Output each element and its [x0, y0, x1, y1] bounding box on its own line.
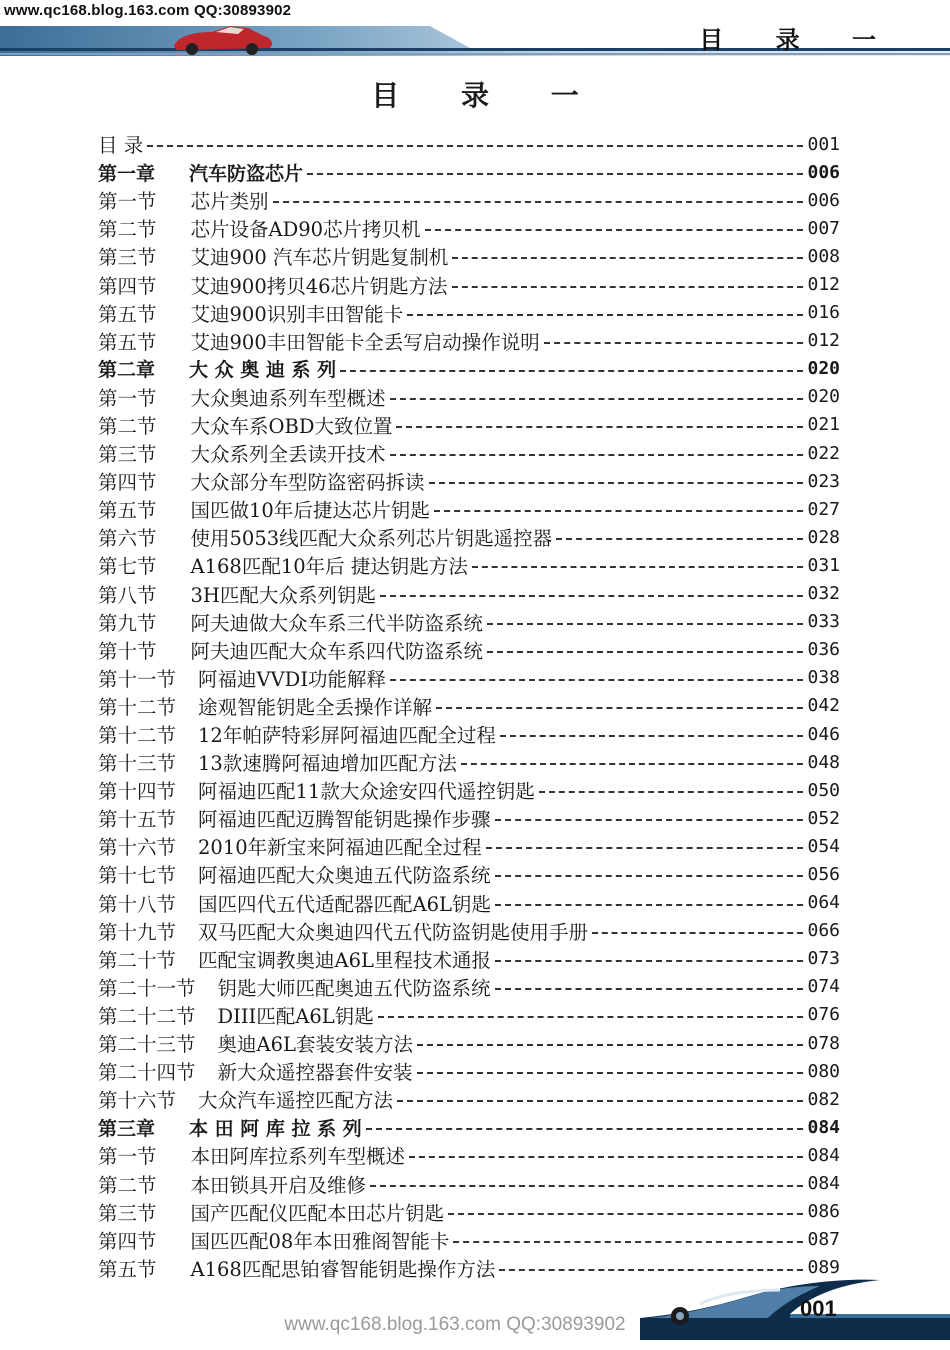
- toc-page-number: 012: [807, 330, 840, 352]
- toc-title: 国匹做10年后捷达芯片钥匙: [190, 499, 430, 523]
- toc-leader-dashes: [396, 426, 803, 428]
- toc-page-number: 076: [807, 1004, 840, 1026]
- toc-title: 大众部分车型防盗密码拆读: [190, 471, 425, 495]
- toc-page-number: 074: [807, 976, 840, 998]
- toc-chapter-row: [98, 1113, 840, 1141]
- toc-title: 大 众 奥 迪 系 列: [189, 359, 337, 382]
- toc-label: 第一章: [98, 162, 156, 185]
- toc-leader-dashes: [495, 819, 804, 821]
- toc-title: 匹配宝调教奥迪A6L里程技术通报: [198, 948, 491, 972]
- toc-page-number: 036: [807, 639, 840, 661]
- toc-row: [98, 327, 840, 355]
- toc-page-number: 020: [807, 386, 840, 408]
- toc-row: [98, 523, 840, 551]
- toc-label: 第二十四节: [98, 1061, 196, 1085]
- toc-label: 第七节: [98, 555, 157, 579]
- toc-label: 第二十三节: [98, 1033, 196, 1057]
- toc-title: 本田锁具开启及维修: [190, 1173, 367, 1197]
- toc-row: [98, 860, 840, 888]
- toc-row: [98, 214, 840, 242]
- toc-leader-dashes: [307, 173, 803, 175]
- toc-row: [98, 186, 840, 214]
- toc-page-number: 064: [807, 892, 840, 914]
- toc-label: 第十七节: [98, 864, 177, 888]
- toc-label: 第十四节: [98, 780, 177, 804]
- toc-leader-dashes: [417, 1072, 804, 1074]
- toc-leader-dashes: [407, 314, 803, 316]
- toc-label: 第一节: [98, 190, 157, 214]
- toc-row: [98, 242, 840, 270]
- toc-label: 第十节: [98, 639, 157, 663]
- toc-leader-dashes: [390, 679, 803, 681]
- bottom-watermark: www.qc168.blog.163.com QQ:30893902: [284, 1314, 626, 1335]
- toc-row: [98, 889, 840, 917]
- toc-label: 第五节: [98, 330, 157, 354]
- toc-row: [98, 1169, 840, 1197]
- toc-label: 第二节: [98, 1173, 157, 1197]
- toc-chapter-row: [98, 355, 840, 383]
- toc-leader-dashes: [495, 988, 804, 990]
- toc-label: 第三章: [98, 1117, 156, 1140]
- toc-title: 12年帕萨特彩屏阿福迪匹配全过程: [198, 724, 496, 748]
- toc-title: 国匹四代五代适配器匹配A6L钥匙: [198, 892, 491, 916]
- toc-page-number: 084: [807, 1116, 840, 1138]
- toc-row: [98, 551, 840, 579]
- toc-label: 第二十节: [98, 948, 177, 972]
- toc-leader-dashes: [487, 623, 803, 625]
- toc-title: 3H匹配大众系列钥匙: [190, 583, 376, 607]
- toc-leader-dashes: [556, 538, 803, 540]
- toc-row: [98, 495, 840, 523]
- toc-leader-dashes: [436, 707, 803, 709]
- toc-page-number: 054: [807, 835, 840, 857]
- toc-page-number: 087: [807, 1229, 840, 1251]
- toc-page-number: 023: [807, 470, 840, 492]
- toc-leader-dashes: [417, 1044, 804, 1046]
- toc-page-number: 021: [807, 414, 840, 436]
- toc-title: 大众奥迪系列车型概述: [190, 386, 386, 410]
- toc-leader-dashes: [366, 1128, 804, 1130]
- toc-page-number: 033: [807, 611, 840, 633]
- toc-row: [98, 608, 840, 636]
- toc-leader-dashes: [452, 257, 803, 259]
- toc-title: 艾迪900识别丰田智能卡: [190, 302, 404, 326]
- toc-title: 奥迪A6L套装安装方法: [217, 1033, 413, 1057]
- page-number: 001: [800, 1296, 837, 1321]
- toc-page-number: 022: [807, 442, 840, 464]
- toc-leader-dashes: [539, 791, 804, 793]
- toc-page-number: 020: [807, 358, 840, 380]
- toc-row: [98, 1001, 840, 1029]
- toc-title: 国匹匹配08年本田雅阁智能卡: [190, 1229, 450, 1253]
- toc-page-number: 048: [807, 751, 840, 773]
- toc-leader-dashes: [499, 1269, 803, 1271]
- toc-page-number: 006: [807, 161, 840, 183]
- header-banner: [0, 0, 950, 60]
- toc-title: DIII匹配A6L钥匙: [217, 1004, 374, 1028]
- toc-row: [98, 692, 840, 720]
- toc-title: A168匹配10年后 捷达钥匙方法: [190, 555, 468, 579]
- toc-label: 第五节: [98, 1257, 157, 1281]
- toc-row: [98, 776, 840, 804]
- toc-page-number: 006: [807, 189, 840, 211]
- toc-page-number: 001: [807, 133, 840, 155]
- toc-row: [98, 1141, 840, 1169]
- toc-page-number: 050: [807, 779, 840, 801]
- toc-page-number: 086: [807, 1201, 840, 1223]
- toc-label: 第二节: [98, 218, 157, 242]
- toc-leader-dashes: [544, 342, 804, 344]
- toc-leader-dashes: [453, 1241, 803, 1243]
- toc-row: [98, 664, 840, 692]
- toc-leader-dashes: [486, 847, 804, 849]
- toc-title: 国产匹配仪匹配本田芯片钥匙: [190, 1201, 445, 1225]
- toc-row: [98, 1085, 840, 1113]
- toc-leader-dashes: [378, 1016, 804, 1018]
- toc-leader-dashes: [390, 454, 804, 456]
- toc-page-number: 042: [807, 695, 840, 717]
- toc-label: 第十一节: [98, 667, 177, 691]
- toc-row: [98, 748, 840, 776]
- toc-label: 第二十二节: [98, 1004, 196, 1028]
- toc-leader-dashes: [397, 1100, 803, 1102]
- toc-row: [98, 1057, 840, 1085]
- toc-label: 第一节: [98, 1145, 157, 1169]
- toc-page-number: 008: [807, 245, 840, 267]
- toc-label: 第四节: [98, 1229, 157, 1253]
- toc-row: [98, 439, 840, 467]
- toc-label: 第三节: [98, 246, 157, 270]
- toc-row: [98, 580, 840, 608]
- toc-title: 途观智能钥匙全丢操作详解: [198, 695, 433, 719]
- toc-chapter-row: [98, 158, 840, 186]
- toc-page-number: 078: [807, 1032, 840, 1054]
- toc-leader-dashes: [495, 960, 804, 962]
- toc-leader-dashes: [448, 1213, 803, 1215]
- toc-page-number: 046: [807, 723, 840, 745]
- toc-page-number: 032: [807, 583, 840, 605]
- toc-title: 2010年新宝来阿福迪匹配全过程: [198, 836, 482, 860]
- toc-title: 本 田 阿 库 拉 系 列: [189, 1117, 362, 1140]
- toc-row: [98, 130, 840, 158]
- toc-label: 第十二节: [98, 724, 177, 748]
- toc-row: [98, 1029, 840, 1057]
- toc-leader-dashes: [147, 145, 803, 147]
- toc-label: 第六节: [98, 527, 157, 551]
- toc-leader-dashes: [472, 566, 804, 568]
- toc-page-number: 028: [807, 526, 840, 548]
- toc-title: 阿福迪VVDI功能解释: [198, 667, 387, 691]
- toc-label: 第一节: [98, 386, 157, 410]
- toc-label: 第五节: [98, 302, 157, 326]
- toc-page-number: 031: [807, 554, 840, 576]
- toc-leader-dashes: [409, 1156, 803, 1158]
- toc-page-number: 007: [807, 217, 840, 239]
- toc-row: [98, 945, 840, 973]
- toc-leader-dashes: [452, 286, 804, 288]
- toc-title: 大众车系OBD大致位置: [190, 414, 393, 438]
- toc-label: 第九节: [98, 611, 157, 635]
- toc-page-number: 080: [807, 1060, 840, 1082]
- toc-leader-dashes: [390, 398, 804, 400]
- toc-label: 第十六节: [98, 1089, 177, 1113]
- toc-page-number: 066: [807, 920, 840, 942]
- top-watermark: www.qc168.blog.163.com QQ:30893902: [4, 2, 292, 19]
- toc-title: 13款速腾阿福迪增加匹配方法: [198, 752, 457, 776]
- toc-page-number: 082: [807, 1088, 840, 1110]
- toc-row: [98, 720, 840, 748]
- toc-page-number: 084: [807, 1144, 840, 1166]
- toc-title: 大众汽车遥控匹配方法: [198, 1089, 394, 1113]
- toc-title: A168匹配思铂睿智能钥匙操作方法: [190, 1257, 496, 1281]
- toc-title: 阿福迪匹配迈腾智能钥匙操作步骤: [198, 808, 491, 832]
- toc-row: [98, 832, 840, 860]
- toc-label: 目 录: [98, 134, 144, 158]
- toc-page-number: 056: [807, 863, 840, 885]
- toc-leader-dashes: [592, 932, 803, 934]
- toc-label: 第三节: [98, 443, 157, 467]
- toc-title: 艾迪900丰田智能卡全丢写启动操作说明: [190, 330, 540, 354]
- toc-label: 第五节: [98, 499, 157, 523]
- toc-leader-dashes: [425, 229, 804, 231]
- red-car-icon: [168, 22, 276, 56]
- toc-leader-dashes: [495, 904, 804, 906]
- toc-title: 阿福迪匹配11款大众途安四代遥控钥匙: [198, 780, 535, 804]
- table-of-contents: [98, 130, 840, 1282]
- running-header-title: 目 录 一: [699, 25, 898, 54]
- toc-page-number: 012: [807, 274, 840, 296]
- toc-title: 芯片设备AD90芯片拷贝机: [190, 218, 421, 242]
- toc-title: 艾迪900拷贝46芯片钥匙方法: [190, 274, 448, 298]
- toc-title: 双马匹配大众奥迪四代五代防盗钥匙使用手册: [198, 920, 589, 944]
- toc-label: 第十六节: [98, 836, 177, 860]
- toc-label: 第三节: [98, 1201, 157, 1225]
- toc-page-number: 084: [807, 1173, 840, 1195]
- toc-page-number: 052: [807, 807, 840, 829]
- toc-page-number: 027: [807, 498, 840, 520]
- toc-title: 新大众遥控器套件安装: [217, 1061, 413, 1085]
- toc-page-number: 089: [807, 1257, 840, 1279]
- toc-leader-dashes: [434, 510, 804, 512]
- toc-page-number: 016: [807, 302, 840, 324]
- toc-label: 第八节: [98, 583, 157, 607]
- toc-title: 阿夫迪匹配大众车系四代防盗系统: [190, 639, 484, 663]
- toc-label: 第十三节: [98, 752, 177, 776]
- toc-label: 第十二节: [98, 695, 177, 719]
- toc-title: 使用5053线匹配大众系列芯片钥匙遥控器: [190, 527, 553, 551]
- toc-label: 第四节: [98, 274, 157, 298]
- toc-leader-dashes: [461, 763, 804, 765]
- toc-leader-dashes: [273, 201, 804, 203]
- toc-title: 芯片类别: [190, 190, 269, 214]
- toc-label: 第二章: [98, 359, 156, 382]
- toc-label: 第二节: [98, 414, 157, 438]
- toc-label: 第二十一节: [98, 976, 196, 1000]
- toc-leader-dashes: [487, 651, 803, 653]
- toc-page-number: 038: [807, 667, 840, 689]
- toc-title: 钥匙大师匹配奥迪五代防盗系统: [217, 976, 491, 1000]
- toc-row: [98, 383, 840, 411]
- toc-leader-dashes: [380, 595, 804, 597]
- toc-row: [98, 917, 840, 945]
- toc-title: 艾迪900 汽车芯片钥匙复制机: [190, 246, 449, 270]
- toc-row: [98, 1198, 840, 1226]
- toc-row: [98, 1226, 840, 1254]
- toc-row: [98, 636, 840, 664]
- toc-title: 大众系列全丢读开技术: [190, 443, 386, 467]
- toc-row: [98, 299, 840, 327]
- toc-label: 第十九节: [98, 920, 177, 944]
- toc-row: [98, 270, 840, 298]
- toc-title: 汽车防盗芯片: [189, 162, 304, 185]
- toc-row: [98, 411, 840, 439]
- toc-leader-dashes: [340, 370, 803, 372]
- toc-title: 本田阿库拉系列车型概述: [190, 1145, 406, 1169]
- toc-label: 第四节: [98, 471, 157, 495]
- toc-leader-dashes: [429, 482, 804, 484]
- toc-title: 阿福迪匹配大众奥迪五代防盗系统: [198, 864, 491, 888]
- toc-leader-dashes: [370, 1185, 803, 1187]
- toc-label: 第十五节: [98, 808, 177, 832]
- toc-page-number: 073: [807, 948, 840, 970]
- toc-row: [98, 973, 840, 1001]
- toc-row: [98, 804, 840, 832]
- toc-title: 阿夫迪做大众车系三代半防盗系统: [190, 611, 484, 635]
- toc-leader-dashes: [495, 875, 804, 877]
- toc-leader-dashes: [500, 735, 804, 737]
- toc-label: 第十八节: [98, 892, 177, 916]
- page-title: 目 录 一: [371, 79, 605, 112]
- toc-row: [98, 467, 840, 495]
